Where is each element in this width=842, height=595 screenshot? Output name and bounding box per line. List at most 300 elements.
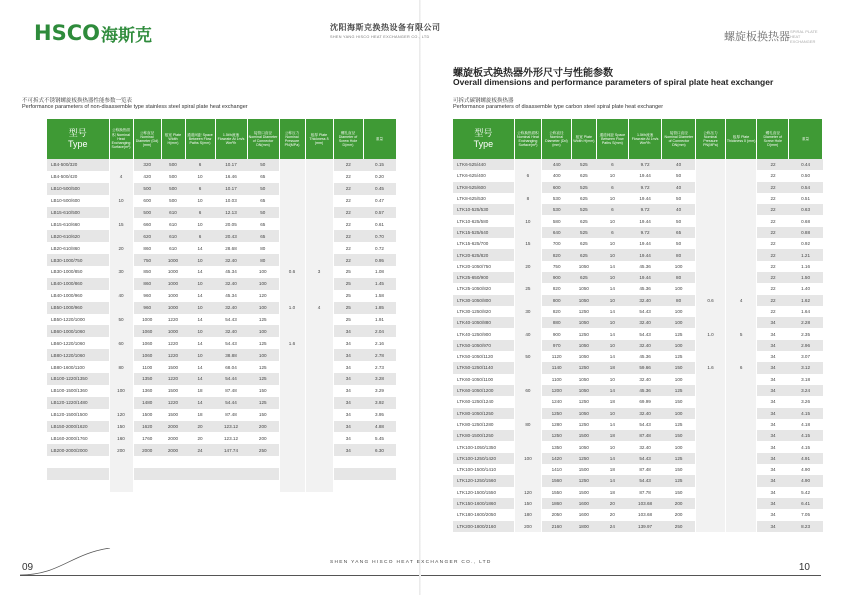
table-cell: 6	[597, 204, 629, 215]
table-cell: 65	[247, 171, 279, 183]
table-cell: 34	[757, 475, 789, 486]
table-cell: 4.90	[789, 464, 823, 475]
table-row	[453, 498, 823, 509]
table-cell: 54.43	[628, 328, 662, 339]
table-cell: 34	[757, 430, 789, 441]
table-cell: 45.34	[215, 266, 247, 278]
table-cell	[109, 254, 133, 266]
table-cell: 20	[597, 509, 629, 520]
table-cell: 1000	[161, 254, 185, 266]
table-cell: 2050	[542, 509, 572, 520]
table-cell: LTK80-1500/1250	[453, 430, 514, 441]
table-cell: 3.29	[363, 385, 396, 397]
table-cell: 1420	[542, 453, 572, 464]
table-cell: 970	[542, 340, 572, 351]
table-cell	[725, 419, 757, 430]
table-cell: 1.6	[696, 362, 726, 373]
table-cell: 19.44	[628, 238, 662, 249]
col-type	[453, 119, 514, 159]
table-cell: 80	[662, 272, 696, 283]
table-cell: 1140	[542, 362, 572, 373]
table-cell	[161, 480, 185, 492]
table-cell: 45.36	[628, 351, 662, 362]
table-cell: 1000	[161, 278, 185, 290]
table-row	[47, 397, 396, 409]
table-cell	[696, 261, 726, 272]
table-cell: 5.45	[363, 432, 396, 444]
table-cell: 15	[109, 218, 133, 230]
table-cell	[305, 278, 333, 290]
table-cell	[725, 408, 757, 419]
table-cell	[305, 468, 333, 480]
table-cell	[696, 182, 726, 193]
table-row	[47, 254, 396, 266]
col-spacing: 通道间距 Space Between Flow Paths S(mm)	[597, 119, 629, 159]
table-row	[453, 204, 823, 215]
table-cell: 19.44	[628, 249, 662, 260]
table-cell: 1560	[542, 475, 572, 486]
table-cell	[696, 227, 726, 238]
table-cell: 28.68	[215, 242, 247, 254]
col-pressure: 公称压力 Nominal Pressure PN(MPa)	[696, 119, 726, 159]
table-cell: 1550	[542, 487, 572, 498]
table-cell: 20	[109, 242, 133, 254]
page-right	[421, 0, 842, 595]
table-cell: LTK40-1050/880	[453, 317, 514, 328]
table-cell: 20.43	[215, 230, 247, 242]
table-cell: 34	[333, 385, 363, 397]
table-cell: 14	[597, 453, 629, 464]
table-cell	[109, 397, 133, 409]
page-left	[0, 0, 420, 595]
table-cell: 150	[514, 498, 541, 509]
table-cell	[514, 249, 541, 260]
section-title: 螺旋板换热器	[724, 31, 790, 43]
table-cell: LB80-1220/1060	[47, 349, 109, 361]
table-cell: 10	[597, 340, 629, 351]
table-cell: 87.48	[628, 464, 662, 475]
table-row	[47, 171, 396, 183]
table-cell	[279, 421, 305, 433]
table-cell: 10.17	[215, 183, 247, 195]
table-cell: 1500	[133, 409, 161, 421]
table-cell: 59.66	[628, 362, 662, 373]
table-cell: 50	[662, 170, 696, 181]
table-cell: 22	[757, 159, 789, 170]
table-cell: 25	[333, 278, 363, 290]
table-row	[47, 230, 396, 242]
table-cell: 10.03	[215, 195, 247, 207]
table-cell	[696, 170, 726, 181]
col-connector: 接管口直径 Nominal Diameter of Connector DN(mm)	[247, 119, 279, 159]
table-cell	[279, 218, 305, 230]
table-cell: 1240	[542, 396, 572, 407]
table-row	[47, 480, 396, 492]
table-cell: 14	[597, 385, 629, 396]
table-cell: LTK6-525/440	[453, 159, 514, 170]
table-cell	[279, 314, 305, 326]
table-cell: 6	[597, 227, 629, 238]
table-cell: 60	[514, 385, 541, 396]
table-cell: 610	[161, 230, 185, 242]
table-cell: LTK150-1600/1860	[453, 498, 514, 509]
table-cell: 100	[247, 266, 279, 278]
table-cell: 25	[514, 283, 541, 294]
table-cell	[725, 238, 757, 249]
table-row	[47, 385, 396, 397]
table-cell: 32.40	[628, 317, 662, 328]
table-cell: 2000	[161, 432, 185, 444]
table-cell	[279, 242, 305, 254]
table-cell	[279, 373, 305, 385]
table-cell: 1620	[133, 421, 161, 433]
col-width: 板宽 Plate Width H(mm)	[161, 119, 185, 159]
table-cell: 10	[597, 170, 629, 181]
table-cell: 20	[597, 498, 629, 509]
table-cell	[696, 351, 726, 362]
table-cell: 18	[597, 396, 629, 407]
table-cell: 34	[333, 361, 363, 373]
table-cell	[725, 317, 757, 328]
table-cell: 19.44	[628, 272, 662, 283]
table-cell: 34	[333, 409, 363, 421]
table-row	[453, 396, 823, 407]
table-cell	[247, 480, 279, 492]
col-type-cn: 型号	[474, 128, 493, 138]
table-cell: 10	[185, 171, 215, 183]
table-cell: 180	[514, 509, 541, 520]
table-cell	[514, 441, 541, 452]
table-cell: 1060	[133, 325, 161, 337]
table-cell: 22	[757, 306, 789, 317]
table-cell	[305, 409, 333, 421]
table-cell: 1050	[571, 283, 596, 294]
table-cell: 2.78	[363, 349, 396, 361]
table-cell: LTK50-1050/970	[453, 340, 514, 351]
table-row	[453, 159, 823, 170]
table-cell: 1060	[133, 337, 161, 349]
table-cell: 4.15	[789, 441, 823, 452]
table-cell: 1500	[161, 409, 185, 421]
table-cell: LB40-1000/860	[47, 278, 109, 290]
table-cell: 6	[597, 182, 629, 193]
table-cell: 50	[247, 183, 279, 195]
table-cell: 1250	[571, 453, 596, 464]
table-cell: 6	[185, 207, 215, 219]
table-cell: 1000	[161, 325, 185, 337]
table-cell	[109, 456, 133, 468]
table-cell: 22	[333, 242, 363, 254]
table-cell: 54.43	[628, 453, 662, 464]
table-cell: 10	[185, 349, 215, 361]
table-cell: LTK15-525/640	[453, 227, 514, 238]
table-cell: 22	[757, 238, 789, 249]
table-cell: LB30-1000/850	[47, 266, 109, 278]
table-cell: 960	[133, 290, 161, 302]
table-cell	[514, 227, 541, 238]
table-cell	[725, 521, 757, 532]
table-cell	[725, 227, 757, 238]
table-cell: 100	[247, 325, 279, 337]
table-cell	[215, 456, 247, 468]
table-cell: 45.36	[628, 385, 662, 396]
table-cell: 120	[109, 409, 133, 421]
table-cell: 100	[662, 283, 696, 294]
table-cell: 10	[597, 238, 629, 249]
col-weight: 重量	[363, 119, 396, 159]
table-cell: 45.34	[215, 290, 247, 302]
table-cell: 1.16	[789, 261, 823, 272]
table-cell	[696, 193, 726, 204]
table-cell: 1050	[571, 351, 596, 362]
table-cell: 34	[333, 397, 363, 409]
table-cell: 1600	[571, 509, 596, 520]
table-row	[453, 521, 823, 532]
table-cell: 20	[185, 421, 215, 433]
table-cell: 10.17	[215, 159, 247, 171]
table-cell: 20.05	[215, 218, 247, 230]
table-cell: 640	[542, 227, 572, 238]
table-cell: 1000	[161, 302, 185, 314]
table-cell	[696, 430, 726, 441]
table-cell: 1050	[571, 374, 596, 385]
table-cell: 500	[161, 171, 185, 183]
table-cell: 18	[597, 464, 629, 475]
table-cell: 500	[161, 159, 185, 171]
table-cell: 123.12	[215, 421, 247, 433]
table-cell	[333, 456, 363, 468]
table-cell: LTK100-1250/1420	[453, 453, 514, 464]
table-cell: 80	[662, 249, 696, 260]
table-row	[47, 195, 396, 207]
table-cell: 19.44	[628, 170, 662, 181]
company-logo	[34, 22, 152, 44]
table-cell: 54.43	[628, 306, 662, 317]
table-cell	[305, 337, 333, 349]
table-cell	[47, 468, 109, 480]
table-cell: 0.51	[789, 193, 823, 204]
col-type-cn: 型号	[68, 128, 87, 138]
table-cell: 2.04	[363, 325, 396, 337]
table-cell: 34	[757, 351, 789, 362]
left-caption-en: Performance parameters of non-disassemble type stainless steel spiral plate heat exchanger	[22, 104, 248, 110]
table-cell	[305, 171, 333, 183]
table-cell: 1100	[133, 361, 161, 373]
table-cell: 25	[333, 290, 363, 302]
table-cell: 1500	[571, 487, 596, 498]
footer-rule-left	[20, 575, 420, 576]
col-pressure: 公称压力 Nominal Pressure PN(MPa)	[279, 119, 305, 159]
table-cell: 80	[109, 361, 133, 373]
table-cell	[279, 195, 305, 207]
table-cell: 65	[247, 230, 279, 242]
table-cell	[109, 349, 133, 361]
table-cell	[725, 509, 757, 520]
table-row	[453, 317, 823, 328]
table-cell	[725, 182, 757, 193]
table-cell: 3.07	[789, 351, 823, 362]
left-caption	[22, 96, 248, 110]
table-cell: 40	[662, 182, 696, 193]
table-cell: 4	[305, 302, 333, 314]
table-cell: 34	[757, 521, 789, 532]
table-cell: 1250	[571, 328, 596, 339]
table-cell: 4.18	[789, 419, 823, 430]
table-cell: 14	[185, 397, 215, 409]
table-row	[453, 272, 823, 283]
table-cell	[305, 230, 333, 242]
footer-company: SHEN YANG HISCO HEAT EXCHANGER CO., LTD	[330, 560, 492, 565]
table-cell: 750	[542, 261, 572, 272]
table-cell	[725, 283, 757, 294]
table-cell: 34	[333, 432, 363, 444]
table-cell: 19.44	[628, 193, 662, 204]
table-cell: 125	[662, 328, 696, 339]
table-cell: 600	[542, 182, 572, 193]
table-cell: 1220	[161, 397, 185, 409]
table-row	[453, 509, 823, 520]
table-cell: LTK25-650/900	[453, 272, 514, 283]
table-cell	[725, 170, 757, 181]
table-cell: 1360	[133, 385, 161, 397]
table-cell: 10	[185, 278, 215, 290]
table-cell: 14	[597, 306, 629, 317]
table-cell: 750	[133, 254, 161, 266]
table-cell: 125	[662, 351, 696, 362]
table-cell	[696, 509, 726, 520]
table-cell: 150	[247, 385, 279, 397]
table-cell: 0.45	[363, 183, 396, 195]
table-row	[453, 193, 823, 204]
company-name-en: SHEN YANG HISCO HEAT EXCHANGER CO., LTD	[330, 35, 430, 39]
table-cell: 525	[571, 159, 596, 170]
table-cell: 34	[757, 464, 789, 475]
table-cell	[305, 242, 333, 254]
table-cell: 147.74	[215, 444, 247, 456]
table-cell: 87.48	[215, 385, 247, 397]
table-cell	[47, 456, 109, 468]
table-cell	[696, 283, 726, 294]
table-cell: 65	[247, 218, 279, 230]
table-cell: 1060	[133, 349, 161, 361]
table-cell: LB150-2000/1620	[47, 421, 109, 433]
table-row	[47, 302, 396, 314]
table-cell: 40	[109, 290, 133, 302]
table-cell	[725, 374, 757, 385]
table-cell: 22	[333, 230, 363, 242]
table-cell	[696, 340, 726, 351]
table-cell	[305, 195, 333, 207]
table-cell: LB120-1500/1500	[47, 409, 109, 421]
table-cell	[305, 349, 333, 361]
table-row	[453, 182, 823, 193]
table-cell: 1.64	[789, 306, 823, 317]
table-cell: 1.08	[363, 266, 396, 278]
table-cell: 820	[542, 283, 572, 294]
table-cell: LB100-1220/1350	[47, 373, 109, 385]
table-cell	[133, 456, 161, 468]
table-cell: 32.40	[628, 408, 662, 419]
table-cell	[514, 430, 541, 441]
table-cell: 9.72	[628, 159, 662, 170]
right-table-body	[453, 159, 823, 532]
table-cell: 500	[161, 183, 185, 195]
right-caption-en: Performance parameters of disassemble type carbon steel spiral plate heat exchanger	[453, 104, 664, 110]
table-cell: 2000	[161, 444, 185, 456]
table-cell: 625	[571, 249, 596, 260]
table-cell: 1350	[542, 441, 572, 452]
table-cell	[725, 430, 757, 441]
table-cell: LTK10-525/530	[453, 204, 514, 215]
table-cell	[109, 278, 133, 290]
table-cell	[514, 475, 541, 486]
table-row	[453, 362, 823, 373]
table-cell: 200	[662, 498, 696, 509]
right-spec-table	[453, 119, 823, 532]
table-cell: LTK120-1500/1550	[453, 487, 514, 498]
table-cell: 103.68	[628, 498, 662, 509]
table-row	[47, 444, 396, 456]
table-cell: 22	[333, 159, 363, 171]
table-cell: 22	[757, 204, 789, 215]
table-cell: 100	[514, 453, 541, 464]
table-cell: 54.43	[215, 314, 247, 326]
table-cell: 6	[597, 159, 629, 170]
table-cell: 125	[662, 385, 696, 396]
table-cell: 0.6	[279, 266, 305, 278]
table-cell	[333, 468, 363, 480]
table-cell: 10	[514, 215, 541, 226]
table-cell: 1500	[571, 464, 596, 475]
table-cell: 4.88	[363, 421, 396, 433]
table-cell: 4.91	[789, 453, 823, 464]
table-cell: 14	[597, 261, 629, 272]
table-cell: 65	[247, 195, 279, 207]
logo-text-en: HSCO	[34, 21, 100, 45]
table-cell: 139.97	[628, 521, 662, 532]
table-cell: 80	[514, 419, 541, 430]
table-cell: 420	[133, 171, 161, 183]
table-cell: 14	[185, 290, 215, 302]
table-cell: 34	[757, 498, 789, 509]
table-cell	[305, 480, 333, 492]
table-cell: 60	[109, 337, 133, 349]
table-cell: 125	[247, 397, 279, 409]
table-cell: 1250	[571, 362, 596, 373]
table-cell: 22	[333, 195, 363, 207]
table-cell	[279, 409, 305, 421]
logo-text-cn: 海斯克	[100, 25, 152, 45]
table-cell: 24	[597, 521, 629, 532]
table-cell: 34	[333, 421, 363, 433]
table-cell: LB40-1000/960	[47, 290, 109, 302]
table-cell	[725, 215, 757, 226]
table-cell: 34	[333, 337, 363, 349]
table-cell: 530	[542, 193, 572, 204]
table-cell: 50	[247, 159, 279, 171]
col-type	[47, 119, 109, 159]
table-cell: 34	[757, 453, 789, 464]
table-cell	[279, 432, 305, 444]
table-cell: 3.28	[363, 373, 396, 385]
table-cell: 1100	[542, 374, 572, 385]
col-type-en: Type	[67, 139, 88, 149]
table-cell: 580	[542, 215, 572, 226]
table-cell: 14	[597, 283, 629, 294]
table-cell: 860	[133, 242, 161, 254]
table-cell: 54.43	[628, 475, 662, 486]
table-cell: 1860	[542, 498, 572, 509]
